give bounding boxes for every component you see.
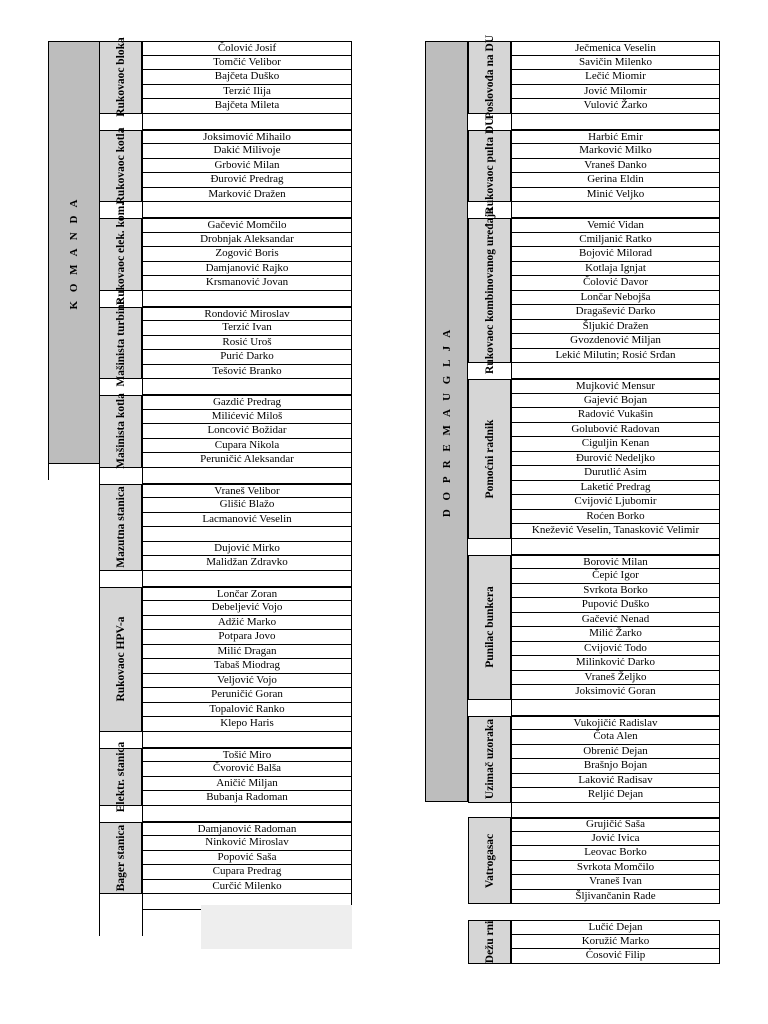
name-cell: Đurović Nedeljko <box>511 452 720 467</box>
name-cell: Milićević Miloš <box>142 410 352 425</box>
category-label: Punilac bunkera <box>483 586 496 668</box>
name-cell: Krsmanović Jovan <box>142 276 352 291</box>
name-cell: Adžić Marko <box>142 616 352 631</box>
name-cell: Peruničić Goran <box>142 688 352 703</box>
name-cell: Borović Milan <box>511 555 720 570</box>
category-label: Rukovaoc HPV-a <box>114 616 127 702</box>
group-uzimac-uzoraka <box>468 716 720 819</box>
category-cell <box>99 299 142 387</box>
name-cell: Veljović Vojo <box>142 674 352 689</box>
name-cell: Popović Saša <box>142 851 352 866</box>
name-cell: Damjanović Rajko <box>142 262 352 277</box>
name-cell: Curčić Milenko <box>142 880 352 895</box>
category-cell <box>468 207 511 374</box>
name-cell: Milinković Darko <box>511 656 720 671</box>
name-cell: Gajević Bojan <box>511 394 720 409</box>
category-cell <box>99 395 142 468</box>
name-cell: Milić Dragan <box>142 645 352 660</box>
name-cell: Damjanović Radoman <box>142 822 352 837</box>
name-cell: Šljivančanin Rade <box>511 890 720 905</box>
name-cell: Svrkota Borko <box>511 584 720 599</box>
blank-box <box>201 905 352 949</box>
category-cell <box>99 37 142 118</box>
category-cell <box>99 587 142 732</box>
name-cell: Brašnjo Bojan <box>511 759 720 774</box>
name-cell: Tošić Miro <box>142 748 352 763</box>
group-rukovaoc-hpv-a <box>99 587 352 748</box>
category-cell <box>468 555 511 700</box>
name-cell: Dakić Milivoje <box>142 144 352 159</box>
name-cell: Čolović Davor <box>511 276 720 291</box>
category-label: Pomoćni radnik <box>483 419 496 499</box>
category-cell <box>99 484 142 571</box>
name-cell: Roćen Borko <box>511 510 720 525</box>
spacer-row <box>142 806 352 822</box>
name-cell: Dragašević Darko <box>511 305 720 320</box>
name-cell: Radović Vukašin <box>511 408 720 423</box>
name-cell: Cmiljanić Ratko <box>511 233 720 248</box>
category-cell <box>99 203 142 306</box>
name-cell: Čolović Josif <box>142 41 352 56</box>
name-cell: Terzić Ilija <box>142 85 352 100</box>
spacer-row <box>142 291 352 307</box>
spacer-row <box>511 700 720 716</box>
category-label: Mašinista kotla <box>114 393 127 470</box>
name-cell: Joksimović Mihailo <box>142 130 352 145</box>
name-cell: Gazdić Predrag <box>142 395 352 410</box>
name-cell: Pupović Duško <box>511 598 720 613</box>
category-label: Elektr. stanica <box>114 741 127 812</box>
category-label: Vatrogasac <box>483 833 496 888</box>
category-label: Rukovaoc elek. kom. <box>114 203 127 306</box>
spacer-row <box>511 363 720 379</box>
name-cell: Šljukić Dražen <box>511 320 720 335</box>
name-cell: Čvorović Balša <box>142 762 352 777</box>
spacer-row <box>142 571 352 587</box>
name-cell: Rondović Miroslav <box>142 307 352 322</box>
name-cell: Vulović Žarko <box>511 99 720 114</box>
name-cell: Cvijović Ljubomir <box>511 495 720 510</box>
spacer-row <box>142 202 352 218</box>
name-cell: Grbović Milan <box>142 159 352 174</box>
category-cell <box>99 127 142 205</box>
group-punilac-bunkera <box>468 555 720 716</box>
name-cell: Joksimović Goran <box>511 685 720 700</box>
category-cell <box>99 741 142 812</box>
name-cell: Vraneš Željko <box>511 671 720 686</box>
group-rukovaoc-kotla <box>99 127 352 219</box>
name-cell: Zogović Boris <box>142 247 352 262</box>
name-cell: Lončar Zoran <box>142 587 352 602</box>
category-cell <box>468 379 511 539</box>
name-cell: Vraneš Ivan <box>511 875 720 890</box>
name-cell: Reljić Dejan <box>511 788 720 803</box>
group-rukovaoc-elek-kom <box>99 203 352 307</box>
group-rukovaoc-bloka <box>99 37 352 130</box>
name-cell: Čota Alen <box>511 730 720 745</box>
group-vatrogasac <box>468 817 720 920</box>
name-cell: Loncović Božidar <box>142 424 352 439</box>
name-cell: Peruničić Aleksandar <box>142 453 352 468</box>
name-cell: Leovac Borko <box>511 846 720 861</box>
name-cell: Grujičić Saša <box>511 817 720 832</box>
name-cell: Bojović Milorad <box>511 247 720 262</box>
name-cell: Terzić Ivan <box>142 321 352 336</box>
category-label: Mazutna stanica <box>114 486 127 568</box>
name-cell: Laković Radisav <box>511 774 720 789</box>
category-label: Rukovaoc pulta DU <box>483 117 496 215</box>
name-cell: Jović Milomir <box>511 85 720 100</box>
name-cell: Lekić Milutin; Rosić Srđan <box>511 349 720 364</box>
name-cell: Golubović Radovan <box>511 423 720 438</box>
name-cell: Gvozdenović Miljan <box>511 334 720 349</box>
name-cell: Gačević Nenad <box>511 613 720 628</box>
name-cell: Knežević Veselin, Tanasković Velimir <box>511 524 720 539</box>
category-cell <box>99 822 142 895</box>
name-cell: Jović Ivica <box>511 832 720 847</box>
name-cell: Savičin Milenko <box>511 56 720 71</box>
name-cell: Tabaš Miodrag <box>142 659 352 674</box>
name-cell: Laketić Predrag <box>511 481 720 496</box>
name-cell: Klepo Haris <box>142 717 352 732</box>
name-cell: Obrenić Dejan <box>511 745 720 760</box>
name-cell: Dujović Mirko <box>142 542 352 557</box>
name-cell: Vemić Vidan <box>511 218 720 233</box>
left-outer-line <box>48 464 49 480</box>
spacer-row <box>142 732 352 748</box>
category-cell <box>468 817 511 904</box>
category-label: Poslovođa na DU <box>483 35 496 120</box>
name-cell: Đurović Predrag <box>142 173 352 188</box>
name-cell: Rosić Uroš <box>142 336 352 351</box>
category-label: Rukovaoc kotla <box>114 127 127 205</box>
name-cell <box>142 527 352 542</box>
name-cell: Gerina Eldin <box>511 173 720 188</box>
group-masinista-turbine <box>99 299 352 396</box>
name-cell: Drobnjak Aleksandar <box>142 233 352 248</box>
komanda-band-label: K O M A N D A <box>68 196 80 309</box>
name-cell: Purić Darko <box>142 350 352 365</box>
name-cell: Cupara Predrag <box>142 865 352 880</box>
name-cell: Lacmanović Veselin <box>142 513 352 528</box>
category-label: Bager stanica <box>114 824 127 892</box>
spacer-row <box>511 539 720 555</box>
group-rukovaoc-kombinovanog-ure-aja <box>468 207 720 379</box>
name-cell: Glišić Blažo <box>142 498 352 513</box>
name-cell: Mujković Mensur <box>511 379 720 394</box>
name-cell: Ninković Miroslav <box>142 836 352 851</box>
category-cell <box>468 716 511 803</box>
name-cell: Cupara Nikola <box>142 439 352 454</box>
name-cell: Tešović Branko <box>142 365 352 380</box>
name-cell: Vraneš Velibor <box>142 484 352 499</box>
name-cell: Ječmenica Veselin <box>511 41 720 56</box>
category-cell <box>468 35 511 120</box>
name-cell: Tomčić Velibor <box>142 56 352 71</box>
name-cell: Marković Milko <box>511 144 720 159</box>
spacer-row <box>511 202 720 218</box>
group-bager-stanica <box>99 822 352 911</box>
name-cell: Čepić Igor <box>511 569 720 584</box>
name-cell: Lončar Nebojša <box>511 291 720 306</box>
group-mazutna-stanica <box>99 484 352 587</box>
name-cell: Kotlaja Ignjat <box>511 262 720 277</box>
spacer-row <box>142 468 352 484</box>
name-cell: Debeljević Vojo <box>142 601 352 616</box>
spacer-row <box>511 114 720 130</box>
spacer-row <box>142 114 352 130</box>
name-cell: Vraneš Danko <box>511 159 720 174</box>
group-poslovo-a-na-du <box>468 35 720 130</box>
name-cell: Bajčeta Mileta <box>142 99 352 114</box>
group-masinista-kotla <box>99 395 352 484</box>
name-cell: Cvijović Todo <box>511 642 720 657</box>
name-cell: Minić Veljko <box>511 188 720 203</box>
name-cell: Lečić Miomir <box>511 70 720 85</box>
doprema-band <box>425 41 468 802</box>
spacer-row <box>142 379 352 395</box>
komanda-band <box>48 41 100 464</box>
group-elektr-stanica <box>99 741 352 822</box>
category-label: Mašinista turbine <box>114 299 127 387</box>
group-dezu-rni <box>468 920 720 980</box>
doprema-band-label: D O P R E M A U G L J A <box>440 326 453 517</box>
category-label: Uzimač uzoraka <box>483 718 496 800</box>
name-cell: Bajčeta Duško <box>142 70 352 85</box>
category-label: Rukovaoc kombinovanog uređaja <box>483 207 496 374</box>
name-cell: Bubanja Radoman <box>142 791 352 806</box>
category-cell <box>468 117 511 215</box>
name-cell: Milić Žarko <box>511 627 720 642</box>
name-cell: Malidžan Zdravko <box>142 556 352 571</box>
category-label: Dežu rni <box>483 920 496 963</box>
name-cell: Durutlić Asim <box>511 466 720 481</box>
name-cell: Ciguljin Kenan <box>511 437 720 452</box>
name-cell: Ćosović Filip <box>511 949 720 964</box>
name-cell: Svrkota Momčilo <box>511 861 720 876</box>
category-cell <box>468 920 511 964</box>
name-cell: Koružić Marko <box>511 935 720 950</box>
group-pomocni-radnik <box>468 379 720 555</box>
name-cell: Aničić Miljan <box>142 777 352 792</box>
category-label: Rukovaoc bloka <box>114 37 127 118</box>
name-cell: Topalović Ranko <box>142 703 352 718</box>
name-cell: Gačević Momčilo <box>142 218 352 233</box>
name-cell: Potpara Jovo <box>142 630 352 645</box>
name-cell: Harbić Emir <box>511 130 720 145</box>
name-cell: Lučić Dejan <box>511 920 720 935</box>
name-cell: Marković Dražen <box>142 188 352 203</box>
group-rukovaoc-pulta-du <box>468 117 720 219</box>
name-cell: Vukojičić Radislav <box>511 716 720 731</box>
